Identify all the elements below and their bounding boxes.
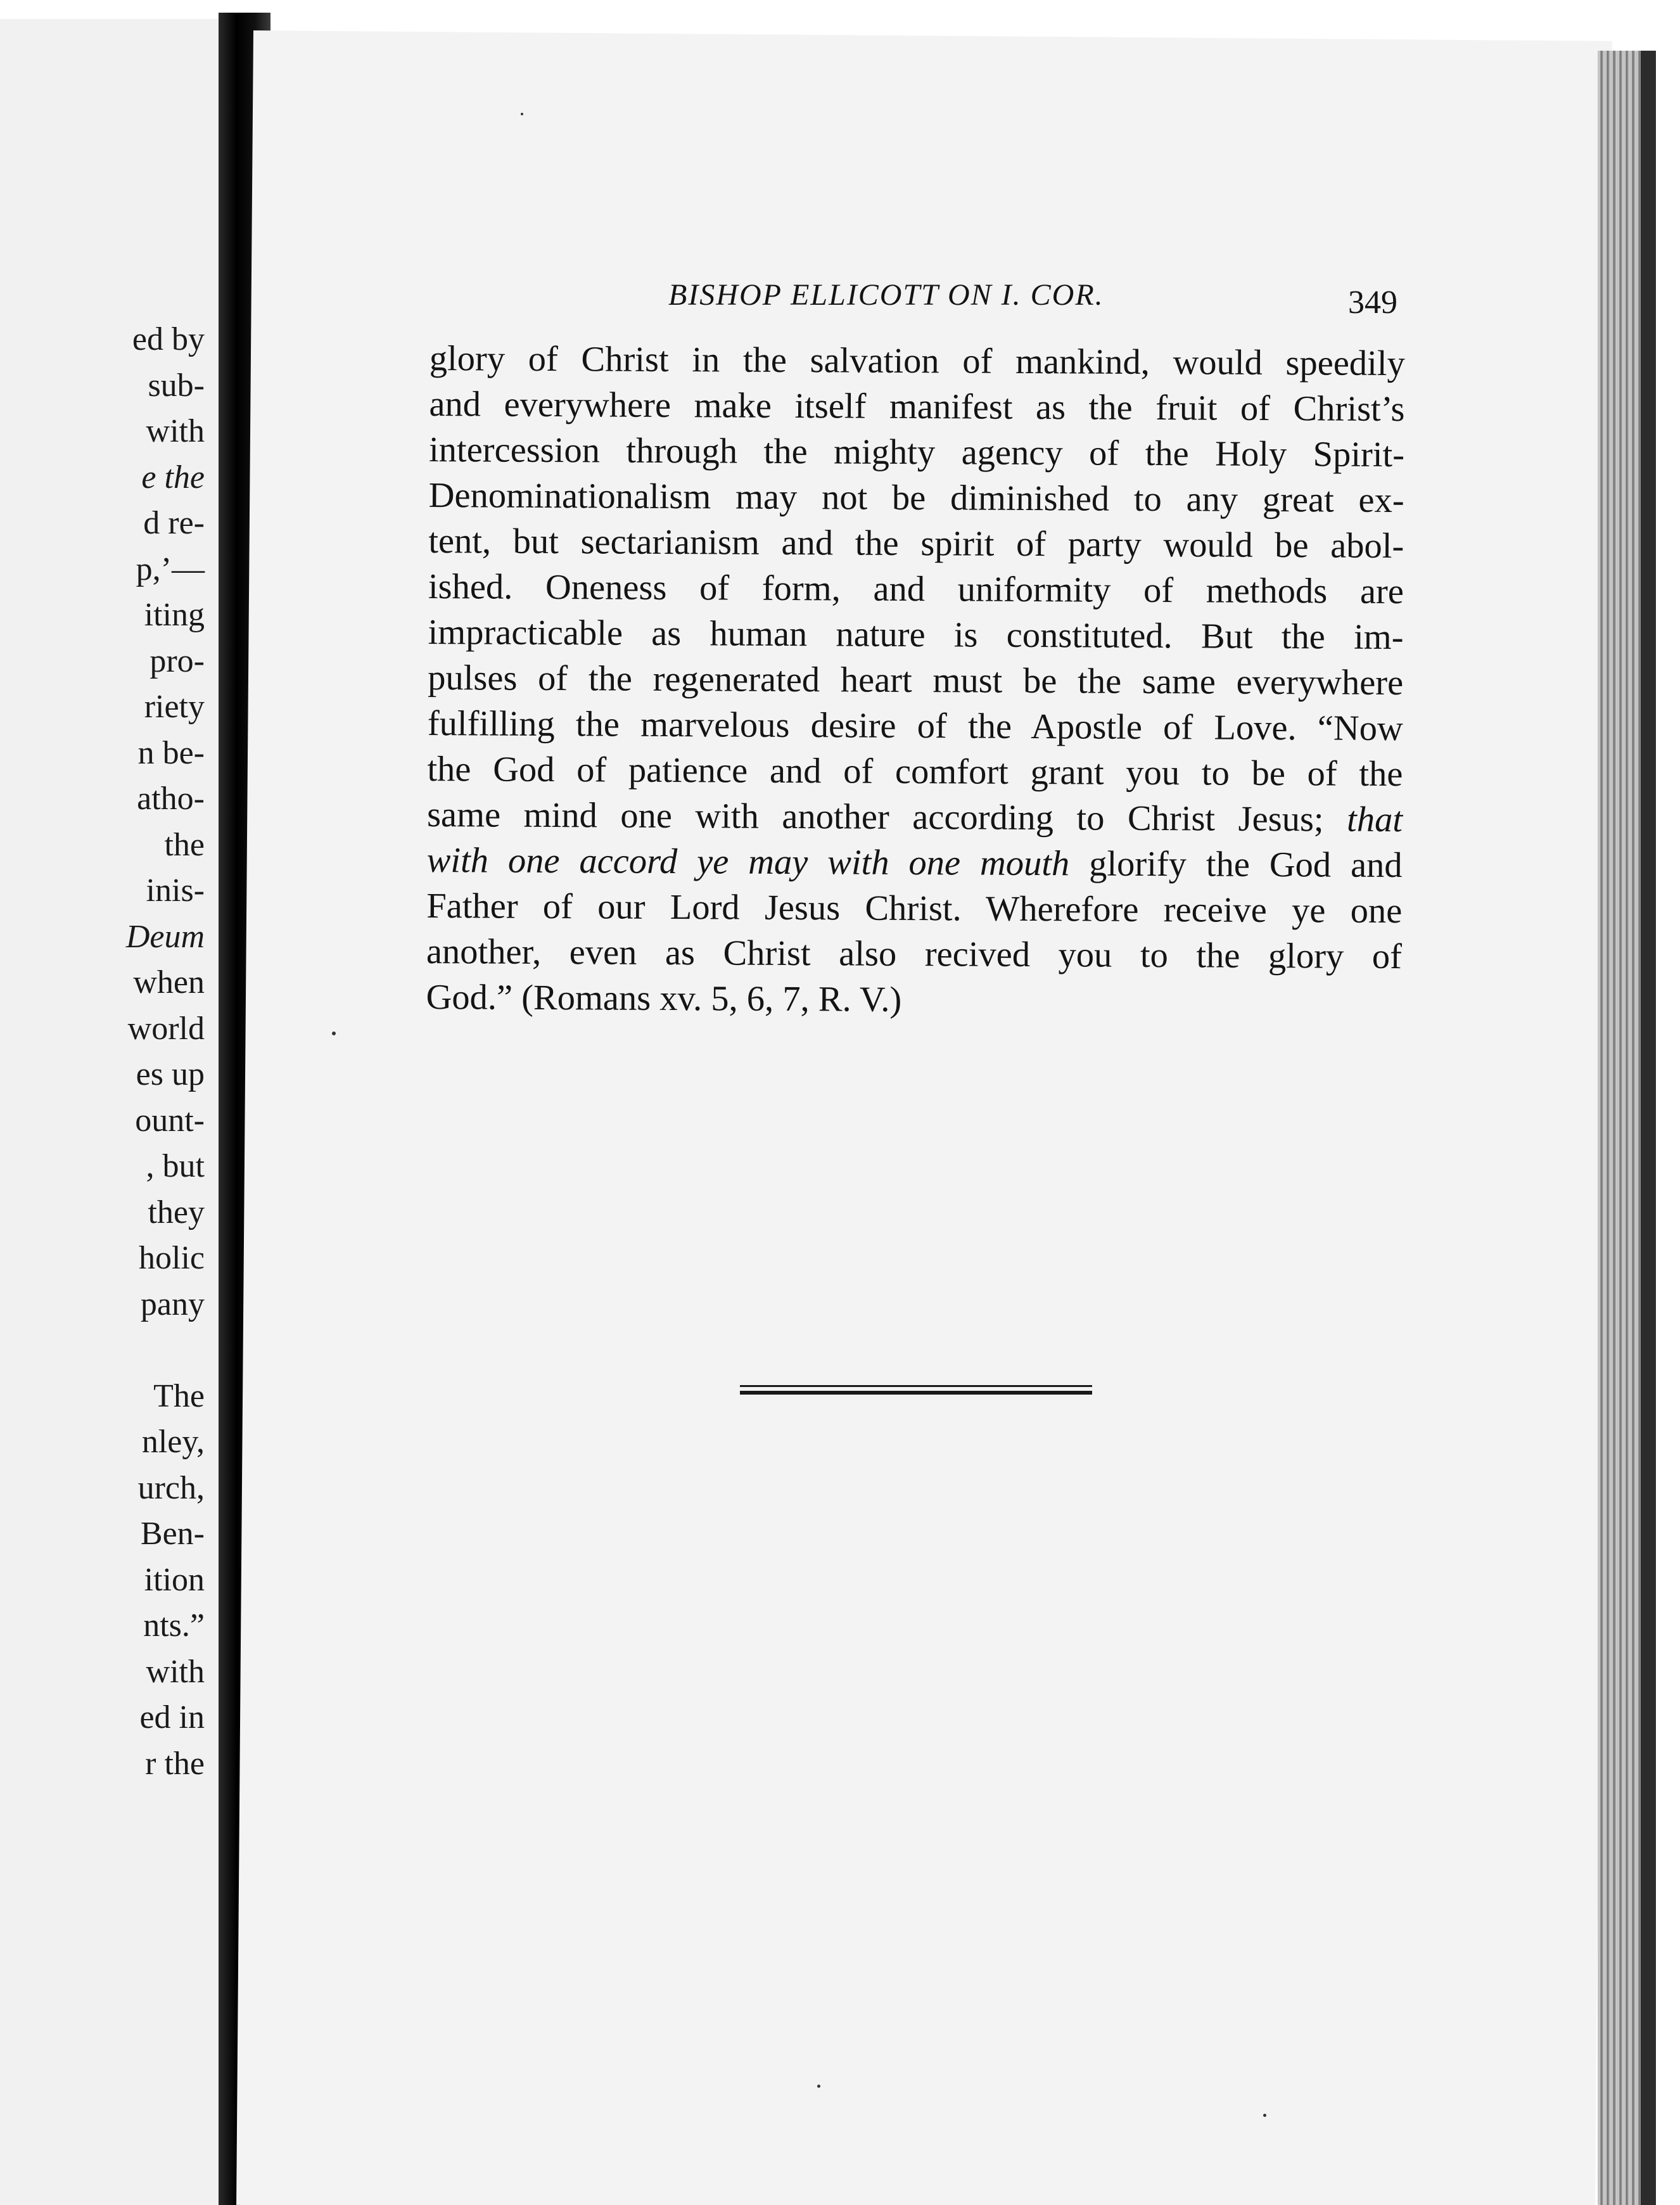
body-text-run: glory of Christ in the salvation of mankind, would speedily	[429, 338, 1405, 384]
rule-thin-line	[740, 1385, 1092, 1387]
body-text-run: ished. Oneness of form, and uniformity of methods are	[428, 566, 1404, 612]
left-page-line-fragment: d re-	[143, 505, 205, 541]
left-page-line-fragment: p,’—	[136, 551, 205, 587]
body-text-run: Father of our Lord Jesus Christ. Wherefore receive ye one	[426, 886, 1403, 931]
body-text-run: pulses of the regenerated heart must be the same everywhere	[428, 658, 1404, 703]
body-line	[428, 564, 1404, 615]
left-page-line-fragment: urch,	[137, 1469, 205, 1506]
ink-speck	[1263, 2114, 1266, 2117]
body-text-run: Denominationalism may not be diminished to any great ex-	[428, 475, 1404, 521]
italic-text: that	[1346, 800, 1403, 840]
body-line	[428, 473, 1404, 523]
body-text-run: fulfilling the marvelous desire of the Apostle of Love. “Now	[427, 703, 1403, 749]
body-line	[427, 792, 1403, 843]
body-text-run: another, even as Christ also recived you to the glory of	[426, 931, 1403, 977]
left-page-line-fragment: the	[164, 826, 205, 863]
left-page-line-fragment: ed in	[139, 1699, 205, 1735]
left-page-line-fragment: nley,	[141, 1424, 205, 1460]
body-text-run: intercession through the mighty agency of the Holy Spirit-	[428, 430, 1405, 475]
page-edge-shadow	[1641, 51, 1656, 2205]
ink-speck	[521, 113, 523, 115]
left-page-line-fragment: ition	[144, 1561, 205, 1598]
left-page-line-fragment: Deum	[125, 918, 205, 955]
left-page-line-fragment: holic	[139, 1240, 205, 1276]
page-edges	[1598, 51, 1647, 2205]
body-line	[427, 746, 1403, 797]
body-line	[426, 838, 1402, 888]
body-line	[426, 883, 1402, 934]
left-page-line-fragment: , but	[146, 1148, 205, 1184]
left-page-line-fragment: ount-	[135, 1102, 205, 1139]
body-line	[429, 381, 1404, 432]
left-page-line-fragment: es up	[136, 1056, 205, 1092]
body-line	[428, 655, 1403, 706]
body-text-run: impracticable as human nature is constituted. But the im-	[428, 612, 1404, 658]
body-line	[428, 701, 1403, 751]
body-line	[430, 336, 1405, 387]
left-page-line-fragment: riety	[144, 689, 205, 725]
left-page-line-fragment: atho-	[137, 781, 205, 817]
body-line	[426, 975, 1401, 1025]
left-page-line-fragment: The	[153, 1377, 205, 1414]
left-page-line-fragment: n be-	[137, 734, 205, 771]
left-page-line-fragment: sub-	[148, 367, 205, 404]
left-page-line-fragment: e the	[141, 459, 205, 495]
body-text-run: the God of patience and of comfort grant you to be of the	[427, 749, 1403, 795]
rule-thick-line	[740, 1391, 1092, 1395]
body-line	[428, 610, 1403, 660]
section-end-rule	[740, 1385, 1092, 1396]
left-page-line-fragment: ed by	[132, 321, 205, 357]
ink-speck	[817, 2085, 820, 2088]
body-line	[429, 427, 1404, 478]
left-page-line-fragment: pany	[140, 1286, 205, 1322]
left-page-line-fragment: pro-	[150, 642, 205, 679]
left-page-line-fragment: iting	[144, 597, 205, 633]
body-line	[428, 518, 1404, 569]
body-text-run: and everywhere make itself manifest as the fruit of Christ’s	[429, 384, 1405, 430]
body-text-run: same mind one with another according to Christ Jesus;	[426, 795, 1347, 840]
body-text-run: tent, but sectarianism and the spirit of party would be abol-	[428, 521, 1404, 566]
left-page-line-fragment: Ben-	[140, 1516, 205, 1552]
body-text-run: God.” (Romans xv. 5, 6, 7, R. V.)	[426, 977, 902, 1019]
italic-text: with one accord ye may with one mouth	[426, 840, 1070, 884]
left-page-line-fragment: when	[133, 964, 205, 1000]
left-page-line-fragment: with	[146, 413, 205, 449]
body-text	[426, 336, 1405, 1025]
left-page-line-fragment: inis-	[146, 872, 205, 909]
running-head: BISHOP ELLICOTT ON I. COR.	[668, 278, 1104, 312]
left-page-line-fragment: world	[127, 1010, 205, 1047]
left-page-line-fragment: nts.”	[143, 1607, 205, 1644]
body-text-run: glorify the God and	[1069, 844, 1403, 886]
left-page-line-fragment: they	[148, 1194, 205, 1230]
ink-speck	[332, 1032, 336, 1035]
left-page-line-fragment: r the	[145, 1745, 205, 1782]
body-line	[426, 929, 1402, 980]
left-page-line-fragment: with	[146, 1653, 205, 1690]
left-facing-page	[0, 19, 219, 2205]
page-number: 349	[1348, 284, 1397, 321]
